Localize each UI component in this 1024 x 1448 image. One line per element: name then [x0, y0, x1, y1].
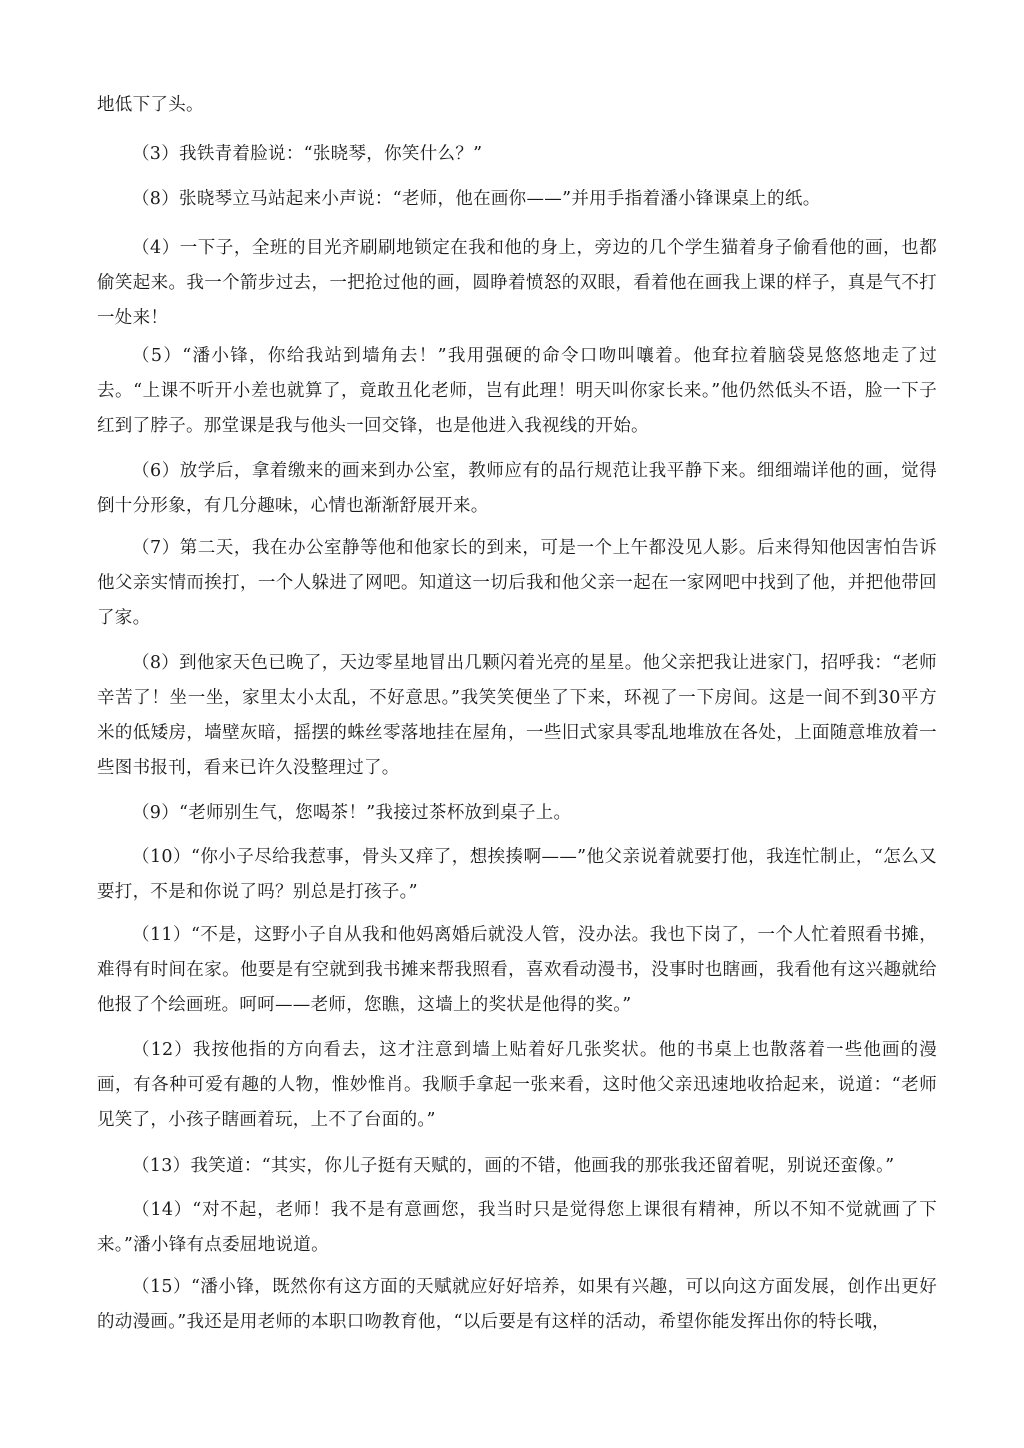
paragraph-9: （9）“老师别生气，您喝茶！”我接过茶杯放到桌子上。	[132, 803, 572, 823]
paragraph-12: （12）我按他指的方向看去，这才注意到墙上贴着好几张奖状。他的书桌上也散落着一些他画的漫画，有各种可爱有趣的人物，惟妙惟肖。我顺手拿起一张来看，这时他父亲迅速地收拾起来，说道：“老师见笑了，小孩子瞎画着玩，上不了台面的。”	[97, 1040, 937, 1130]
paragraph-3: （3）我铁青着脸说：“张晓琴，你笑什么？”	[132, 144, 483, 164]
paragraph-11: （11）“不是，这野小子自从我和他妈离婚后就没人管，没办法。我也下岗了，一个人忙着照看书摊，难得有时间在家。他要是有空就到我书摊来帮我照看，喜欢看动漫书，没事时也瞎画，我看他有这兴趣就给他报了个绘画班。呵呵——老师，您瞧，这墙上的奖状是他得的奖。”	[97, 925, 937, 1015]
paragraph-7: （7）第二天，我在办公室静等他和他家长的到来，可是一个上午都没见人影。后来得知他因害怕告诉他父亲实情而挨打，一个人躲进了网吧。知道这一切后我和他父亲一起在一家网吧中找到了他，并把他带回了家。	[97, 538, 937, 628]
paragraph-8a: （8）张晓琴立马站起来小声说：“老师，他在画你——”并用手指着潘小锋课桌上的纸。	[132, 189, 821, 209]
paragraph-5: （5）“潘小锋，你给我站到墙角去！”我用强硬的命令口吻叫嚷着。他耷拉着脑袋晃悠悠地走了过去。“上课不听开小差也就算了，竟敢丑化老师，岂有此理！明天叫你家长来。”他仍然低头不语，脸一下子红到了脖子。那堂课是我与他头一回交锋，也是他进入我视线的开始。	[97, 346, 937, 436]
paragraph-4: （4）一下子，全班的目光齐刷刷地锁定在我和他的身上，旁边的几个学生猫着身子偷看他的画，也都偷笑起来。我一个箭步过去，一把抢过他的画，圆睁着愤怒的双眼，看着他在画我上课的样子，真是气不打一处来！	[97, 238, 937, 328]
paragraph-6: （6）放学后，拿着缴来的画来到办公室，教师应有的品行规范让我平静下来。细细端详他的画，觉得倒十分形象，有几分趣味，心情也渐渐舒展开来。	[97, 461, 937, 516]
paragraph-14: （14）“对不起，老师！我不是有意画您，我当时只是觉得您上课很有精神，所以不知不觉就画了下来。”潘小锋有点委屈地说道。	[97, 1200, 937, 1255]
paragraph-15: （15）“潘小锋，既然你有这方面的天赋就应好好培养，如果有兴趣，可以向这方面发展，创作出更好的动漫画。”我还是用老师的本职口吻教育他，“以后要是有这样的活动，希望你能发挥出你的特长哦，	[97, 1277, 937, 1332]
paragraph-8: （8）到他家天色已晚了，天边零星地冒出几颗闪着光亮的星星。他父亲把我让进家门，招呼我：“老师辛苦了！坐一坐，家里太小太乱，不好意思。”我笑笑便坐了下来，环视了一下房间。这是一间不到30平方米的低矮房，墙壁灰暗，摇摆的蛛丝零落地挂在屋角，一些旧式家具零乱地堆放在各处，上面随意堆放着一些图书报刊，看来已许久没整理过了。	[97, 653, 937, 778]
paragraph-continuation: 地低下了头。	[97, 95, 204, 115]
paragraph-10: （10）“你小子尽给我惹事，骨头又痒了，想挨揍啊——”他父亲说着就要打他，我连忙制止，“怎么又要打，不是和你说了吗？别总是打孩子。”	[97, 847, 937, 902]
paragraph-13: （13）我笑道：“其实，你儿子挺有天赋的，画的不错，他画我的那张我还留着呢，别说还蛮像。”	[132, 1156, 895, 1176]
